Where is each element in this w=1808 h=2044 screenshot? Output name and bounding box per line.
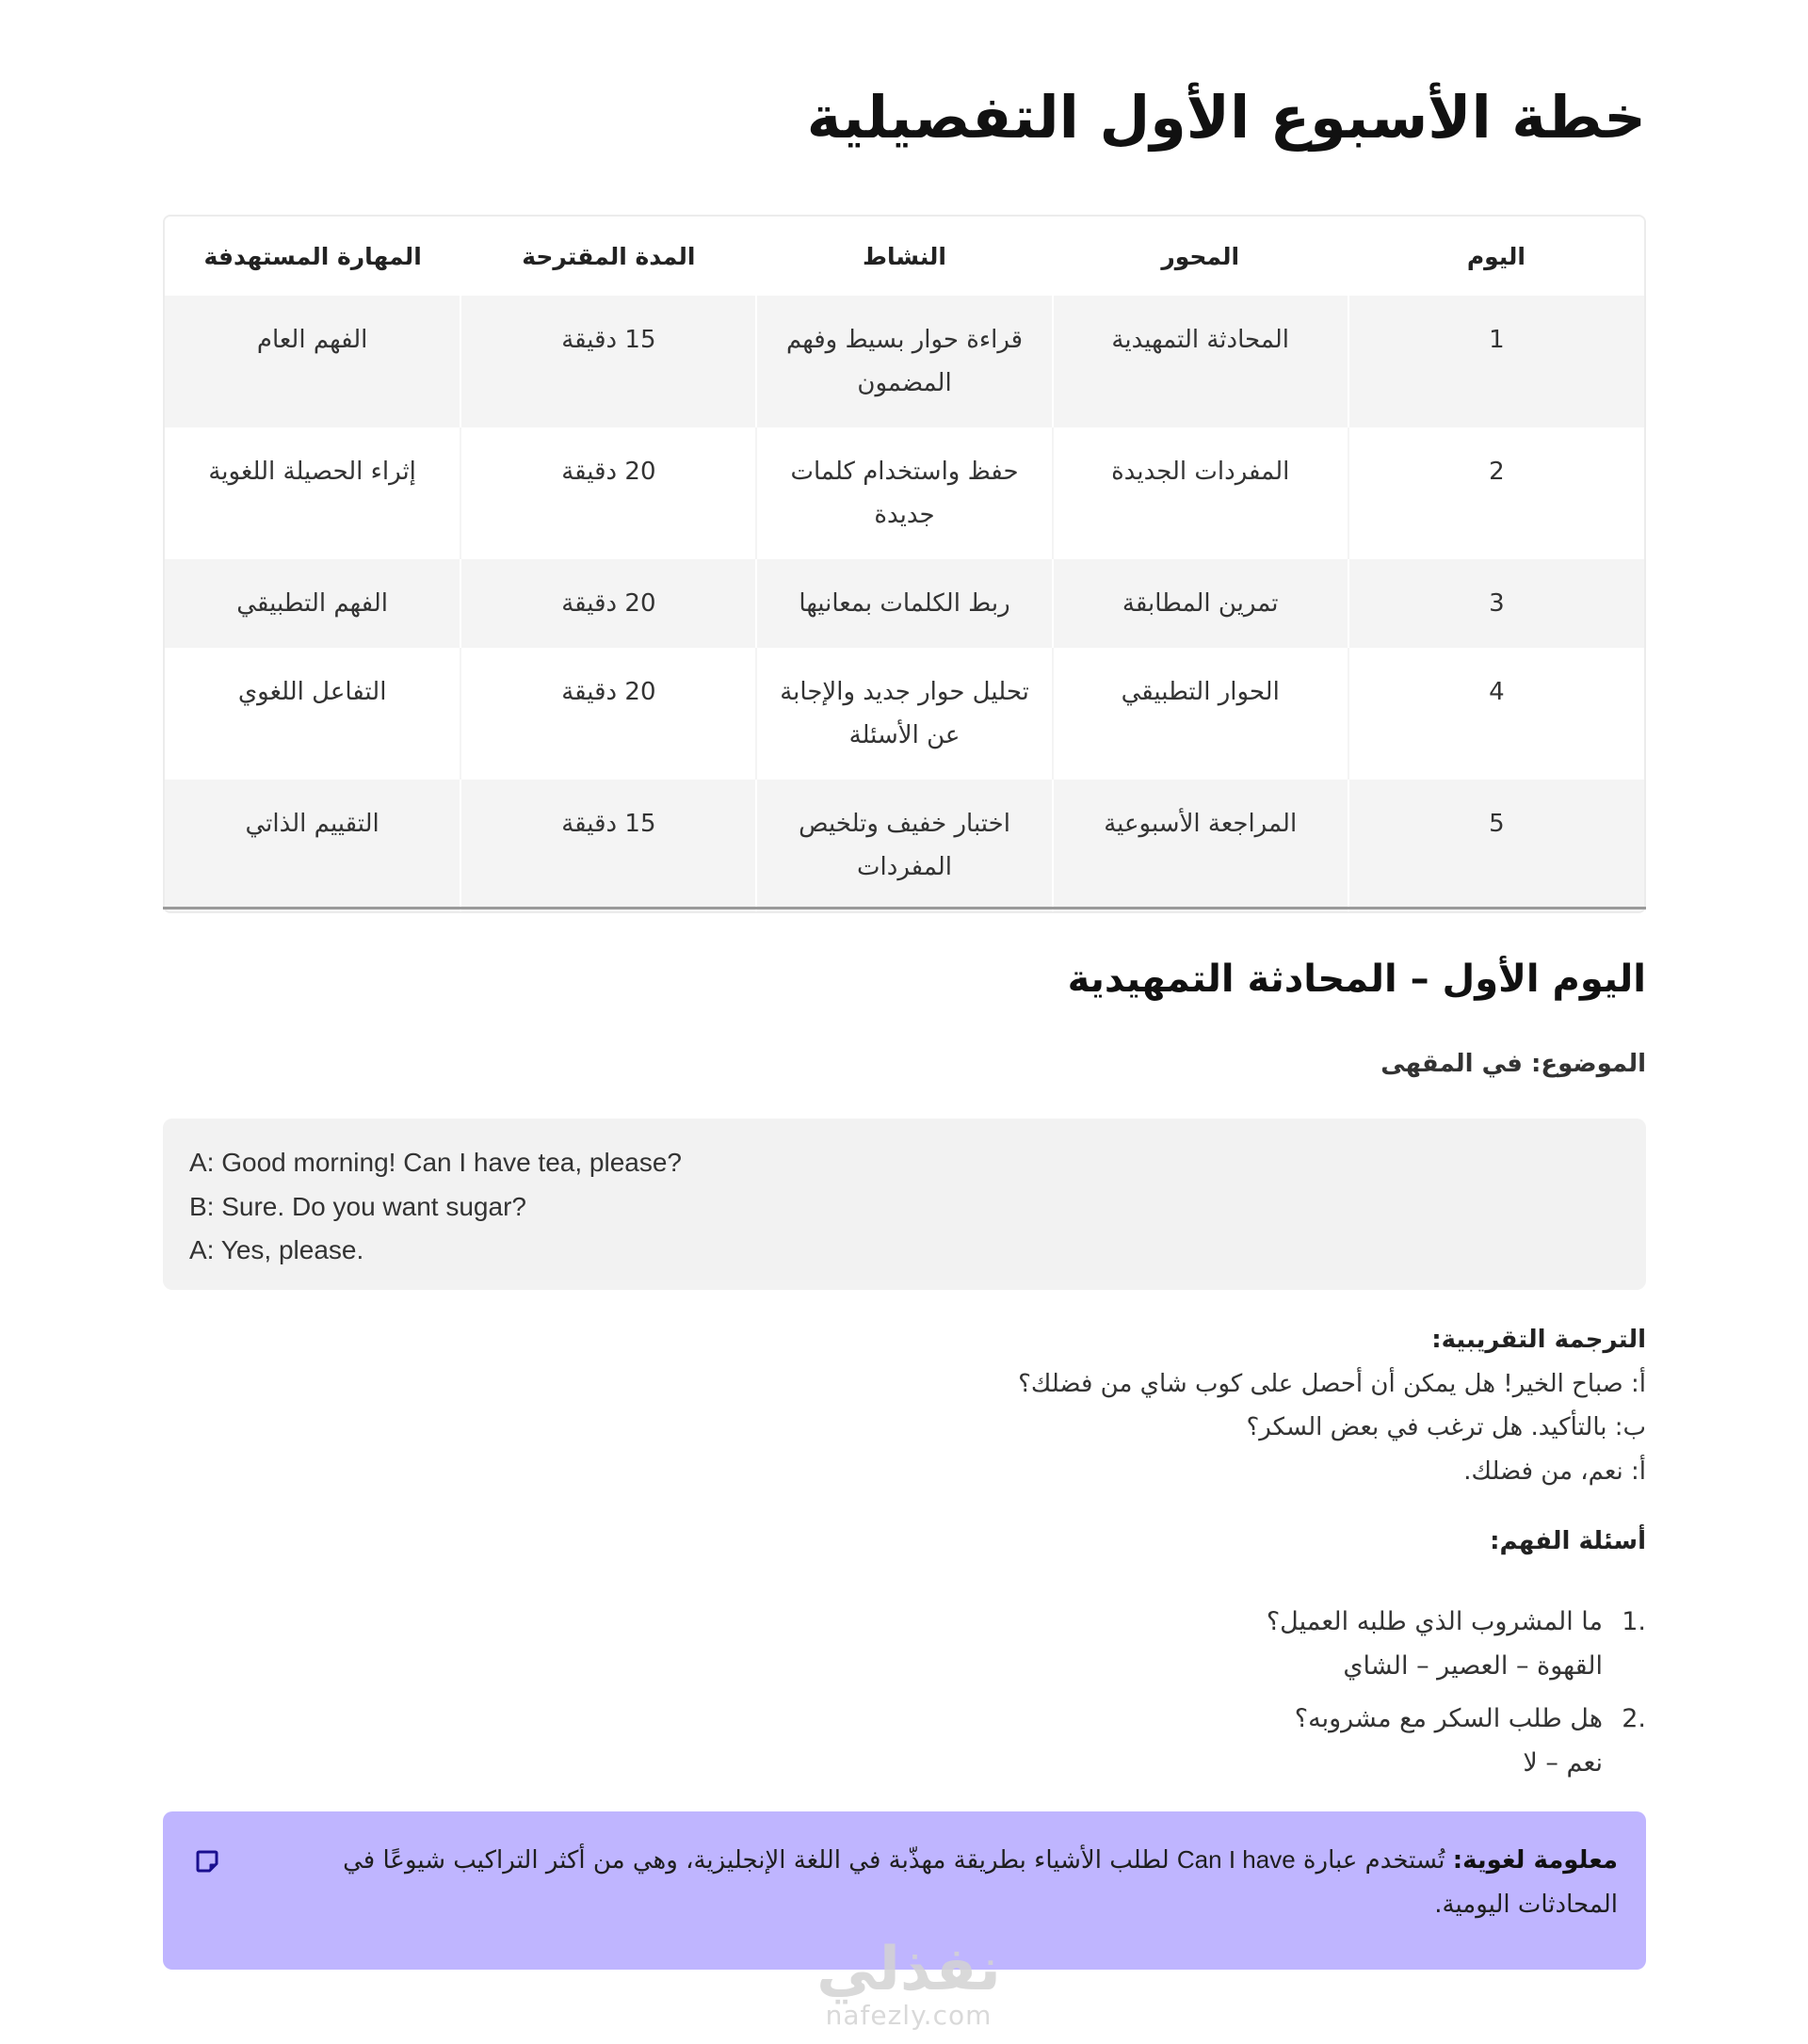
cell-day: 4 <box>1348 648 1644 780</box>
dialogue-line: A: Good morning! Can I have tea, please? <box>189 1148 682 1177</box>
header-topic: المحور <box>1053 217 1348 296</box>
question-item <box>1267 1698 1646 1785</box>
translation-label: الترجمة التقريبية: <box>1431 1326 1646 1354</box>
cell-skill: الفهم التطبيقي <box>165 559 460 648</box>
table-row <box>165 296 1644 427</box>
note-text-before: تُستخدم عبارة <box>1295 1846 1453 1875</box>
cell-duration: 20 دقيقة <box>460 648 756 780</box>
watermark-url: nafezly.com <box>825 2000 993 2031</box>
questions-label: أسئلة الفهم: <box>1490 1527 1646 1555</box>
header-skill: المهارة المستهدفة <box>165 217 460 296</box>
note-text-after: لطلب الأشياء بطريقة مهذّبة في اللغة الإنجليزية، وهي من أكثر التراكيب شيوعًا في المحادثات اليومية. <box>343 1846 1618 1919</box>
note-label: معلومة لغوية: <box>1452 1846 1618 1875</box>
question-text: هل طلب السكر مع مشروبه؟ <box>1294 1704 1603 1733</box>
table-row <box>165 427 1644 559</box>
section-divider <box>163 907 1646 909</box>
translation-line: أ: صباح الخير! هل يمكن أن أحصل على كوب شاي من فضلك؟ <box>1018 1369 1646 1398</box>
topic-value: في المقهى <box>1380 1050 1523 1078</box>
question-item <box>1267 1601 1646 1688</box>
translation-block <box>1018 1318 1646 1493</box>
cell-topic: المراجعة الأسبوعية <box>1053 780 1348 911</box>
cell-topic: المحادثة التمهيدية <box>1053 296 1348 427</box>
cell-topic: تمرين المطابقة <box>1053 559 1348 648</box>
cell-skill: الفهم العام <box>165 296 460 427</box>
questions-list <box>1267 1601 1646 1795</box>
weekly-plan-table <box>163 215 1646 913</box>
cell-duration: 20 دقيقة <box>460 559 756 648</box>
cell-day: 2 <box>1348 427 1644 559</box>
cell-activity: ربط الكلمات بمعانيها <box>756 559 1052 648</box>
page-title: خطة الأسبوع الأول التفصيلية <box>806 83 1646 152</box>
table-header-row <box>165 217 1644 296</box>
language-note-callout <box>163 1811 1646 1970</box>
table-row <box>165 780 1644 911</box>
cell-duration: 15 دقيقة <box>460 296 756 427</box>
cell-skill: التفاعل اللغوي <box>165 648 460 780</box>
question-options: القهوة – العصير – الشاي <box>1343 1650 1603 1681</box>
watermark-arabic: نفذلي <box>816 1935 1001 2004</box>
cell-day: 1 <box>1348 296 1644 427</box>
cell-activity: حفظ واستخدام كلمات جديدة <box>756 427 1052 559</box>
translation-line: ب: بالتأكيد. هل ترغب في بعض السكر؟ <box>1246 1413 1646 1441</box>
dialogue-code-block <box>163 1119 1646 1290</box>
dialogue-line: B: Sure. Do you want sugar? <box>189 1191 526 1221</box>
cell-activity: اختبار خفيف وتلخيص المفردات <box>756 780 1052 911</box>
topic-label: الموضوع: <box>1531 1050 1646 1078</box>
question-number: 1. <box>1622 1607 1646 1636</box>
cell-activity: قراءة حوار بسيط وفهم المضمون <box>756 296 1052 427</box>
question-number: 2. <box>1622 1704 1646 1733</box>
header-duration: المدة المقترحة <box>460 217 756 296</box>
cell-day: 3 <box>1348 559 1644 648</box>
header-activity: النشاط <box>756 217 1052 296</box>
header-day: اليوم <box>1348 217 1644 296</box>
cell-duration: 15 دقيقة <box>460 780 756 911</box>
cell-skill: التقييم الذاتي <box>165 780 460 911</box>
question-options: نعم – لا <box>1523 1747 1603 1778</box>
note-phrase: Can I have <box>1176 1845 1296 1874</box>
table-row <box>165 559 1644 648</box>
cell-duration: 20 دقيقة <box>460 427 756 559</box>
topic-line <box>1380 1050 1646 1078</box>
cell-topic: المفردات الجديدة <box>1053 427 1348 559</box>
cell-topic: الحوار التطبيقي <box>1053 648 1348 780</box>
translation-line: أ: نعم، من فضلك. <box>1463 1457 1646 1486</box>
table-row <box>165 648 1644 780</box>
cell-skill: إثراء الحصيلة اللغوية <box>165 427 460 559</box>
day-one-heading: اليوم الأول – المحادثة التمهيدية <box>1067 958 1646 1001</box>
dialogue-line: A: Yes, please. <box>189 1235 364 1264</box>
cell-day: 5 <box>1348 780 1644 911</box>
question-text: ما المشروب الذي طلبه العميل؟ <box>1266 1607 1603 1636</box>
cell-activity: تحليل حوار جديد والإجابة عن الأسئلة <box>756 648 1052 780</box>
note-icon <box>193 1847 221 1875</box>
